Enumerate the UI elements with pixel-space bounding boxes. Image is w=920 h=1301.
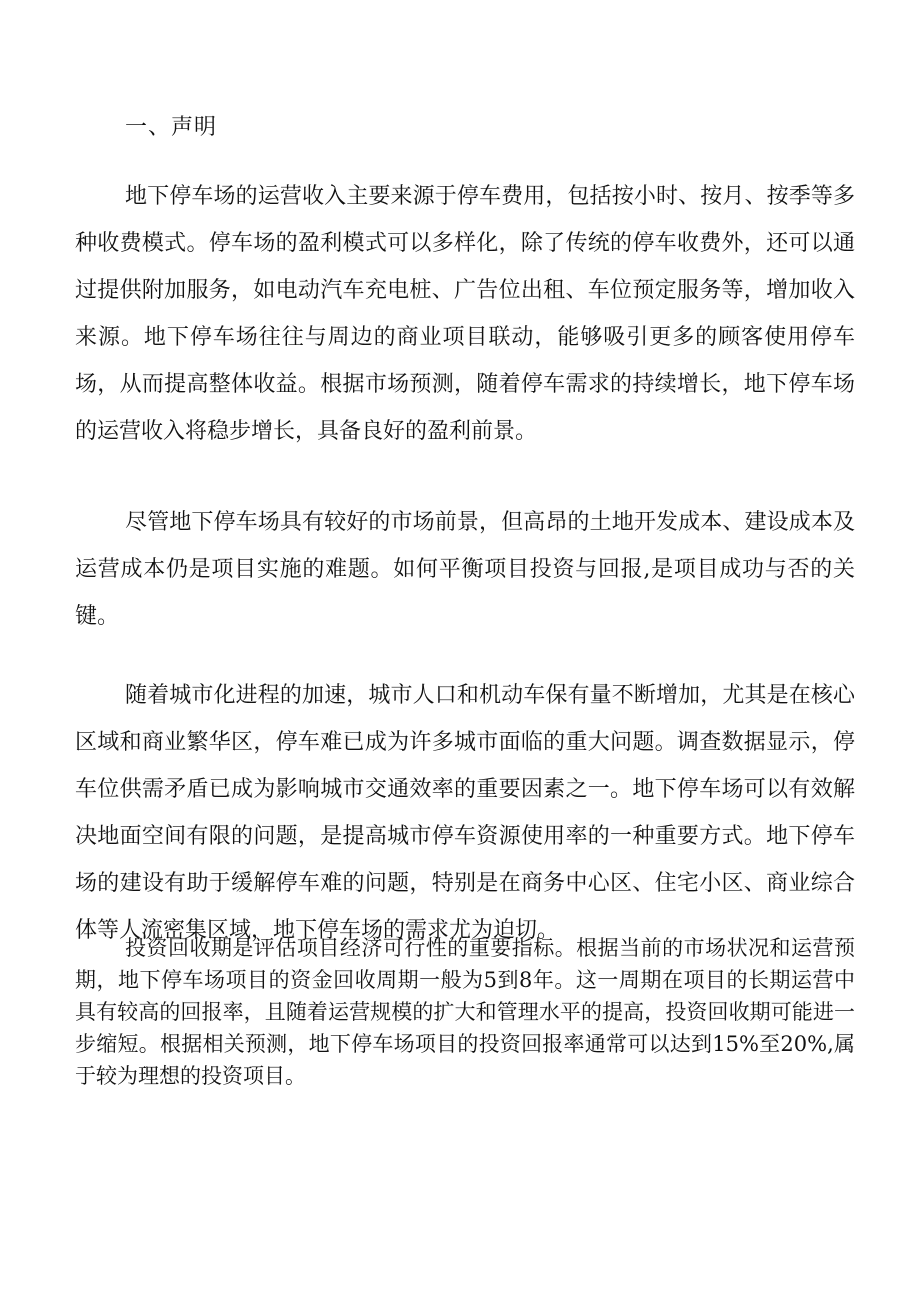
paragraph-demand: 随着城市化进程的加速，城市人口和机动车保有量不断增加，尤其是在核心区域和商业繁华区，停车难已成为许多城市面临的重大问题。调查数据显示，停车位供需矛盾已成为影响城市交通效率的重要因素之一。地下停车场可以有效解决地面空间有限的问题，是提高城市停车资源使用率的一种重要方式。地下停车场的建设有助于缓解停车难的问题，特别是在商务中心区、住宅小区、商业综合体等人流密集区域，地下停车场的需求尤为迫切。 xyxy=(75,683,855,943)
paragraph-revenue: 地下停车场的运营收入主要来源于停车费用，包括按小时、按月、按季等多种收费模式。停车场的盈利模式可以多样化，除了传统的停车收费外，还可以通过提供附加服务，如电动汽车充电桩、广告位出租、车位预定服务等，增加收入来源。地下停车场往往与周边的商业项目联动，能够吸引更多的顾客使用停车场，从而提高整体收益。根据市场预测，随着停车需求的持续增长，地下停车场的运营收入将稳步增长，具备良好的盈利前景。 xyxy=(75,184,855,444)
paragraph-costs: 尽管地下停车场具有较好的市场前景，但高昂的土地开发成本、建设成本及运营成本仍是项目实施的难题。如何平衡项目投资与回报,是项目成功与否的关键。 xyxy=(75,510,855,629)
section-heading: 一、声明 xyxy=(125,115,218,140)
paragraph-payback: 投资回收期是评估项目经济可行性的重要指标。根据当前的市场状况和运营预期，地下停车场项目的资金回收周期一般为5到8年。这一周期在项目的长期运营中具有较高的回报率，且随着运营规模的扩大和管理水平的提高，投资回收期可能进一步缩短。根据相关预测，地下停车场项目的投资回报率通常可以达到15%至20%,属于较为理想的投资项目。 xyxy=(75,936,855,1088)
